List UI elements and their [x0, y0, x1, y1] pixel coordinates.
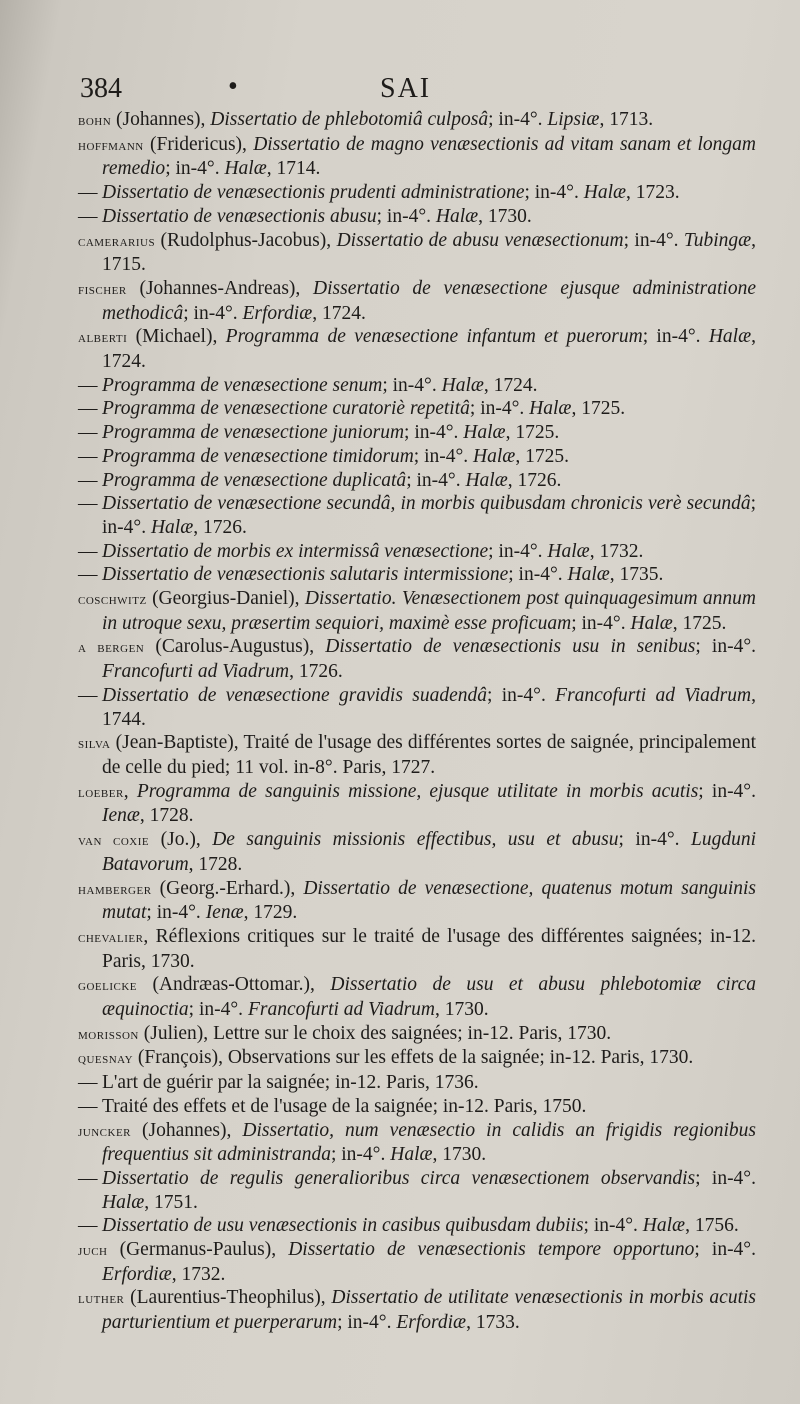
entry-title: Dissertatio. Venæsectionem post quinquagesimum annum in utroque sexu, præsertim sequiori, maximè esse proficuam [102, 588, 756, 634]
entry-imprint: ; in-4°. [695, 1167, 756, 1189]
entry-year: , 1730. [478, 205, 532, 227]
bibliography-entry [78, 1238, 756, 1286]
entry-year: , 1725. [672, 612, 727, 634]
entry-author: juch [78, 1242, 108, 1260]
entry-title: Programma de sanguinis missione, ejusque utilitate in morbis acutis [136, 780, 699, 802]
entry-author-extra: (Johannes-Andreas), [126, 277, 314, 299]
entry-author-extra: (François), [133, 1047, 228, 1069]
entry-author: hoffmann [78, 136, 144, 154]
entry-imprint: ; in-4°. [623, 229, 684, 251]
entry-year: , 1732. [589, 540, 644, 562]
entry-place: Ienæ [205, 902, 244, 924]
entry-place: Halæ [583, 182, 626, 204]
entry-author: van coxie [78, 832, 150, 850]
entry-title: Dissertatio de phlebotomiâ culposâ [210, 109, 489, 130]
entry-author-extra: (Carolus-Augustus), [144, 636, 326, 658]
bibliography-entry [78, 828, 756, 876]
entry-place: Halæ [463, 422, 506, 444]
bibliography-entry [78, 780, 756, 828]
bibliography-entry [78, 973, 756, 1021]
entry-text: Lettre sur le choix des saignées; in-12. Paris, 1730. [213, 1022, 612, 1044]
entry-imprint: ; in-4°. [695, 636, 756, 658]
entry-author-extra: (Andræas-Ottomar.), [137, 974, 331, 996]
bibliography-entry [78, 1167, 756, 1214]
bibliography-entry [78, 587, 756, 635]
entry-imprint: ; in-4°. [469, 398, 530, 420]
entry-title: Dissertatio de venæsectionis abusu [102, 205, 377, 227]
entry-year: , 1713. [599, 109, 654, 130]
entry-dash: — [78, 540, 98, 562]
bibliography-entry [78, 731, 756, 779]
entry-author: bohn [78, 112, 112, 129]
entry-dash: — [78, 493, 98, 515]
bibliography-entry [78, 374, 756, 398]
entry-year: , 1730. [435, 999, 489, 1021]
entry-text: Traité des effets et de l'usage de la saignée; in-12. Paris, 1750. [102, 1095, 587, 1117]
entry-author: camerarius [78, 232, 156, 250]
entry-dash: — [78, 182, 98, 204]
entry-title: Programma de venæsectione juniorum [102, 422, 405, 444]
entry-place: Halæ [529, 398, 572, 420]
entry-imprint: ; in-4°. [413, 445, 474, 467]
entry-text: Observations sur les effets de la saignée; in-12. Paris, 1730. [227, 1047, 694, 1069]
entry-text: Traité de l'usage des différentes sortes de saignée, principalement de celle du pied; 11 vol. in-8°. Paris, 1727. [102, 732, 757, 778]
entry-title: Dissertatio de venæsectionis tempore opportuno [288, 1239, 695, 1261]
entry-imprint: ; in-4°. [404, 422, 464, 444]
entry-dash: — [78, 684, 98, 706]
entry-author-extra: (Laurentius-Theophilus), [124, 1287, 332, 1309]
entry-dash: — [78, 374, 98, 396]
bibliography-entry [78, 421, 756, 445]
entry-author: luther [78, 1290, 125, 1308]
entry-title: Dissertatio de usu venæsectionis in casibus quibusdam dubiis [102, 1215, 584, 1237]
entry-author: quesnay [78, 1050, 134, 1068]
entry-author: coschwitz [78, 591, 147, 609]
entry-title: Programma de venæsectione curatoriè repetitâ [102, 398, 470, 420]
entry-author-extra: , [143, 925, 156, 947]
bibliography-entry [78, 925, 756, 973]
entry-imprint: ; in-4°. [524, 182, 584, 204]
entry-dash: — [78, 445, 98, 467]
entry-imprint: ; in-4°. [583, 1215, 643, 1237]
entry-place: Halæ [642, 1215, 686, 1237]
entry-place: Halæ [708, 326, 752, 348]
entry-title: Dissertatio de abusu venæsectionum [336, 229, 624, 251]
entry-dash: — [78, 205, 98, 227]
entry-place: Halæ [435, 205, 479, 227]
entry-author-extra: , [123, 780, 137, 802]
bibliography-entry [78, 684, 756, 731]
entry-author-extra: (Michael), [127, 326, 226, 348]
entry-dash: — [78, 1095, 98, 1117]
entry-year: , 1714. [266, 158, 321, 180]
entry-author-extra: (Jean-Baptiste), [110, 732, 244, 754]
entry-author: silva [78, 735, 111, 753]
entry-title: Dissertatio de venæsectione, quatenus motum sanguinis mutat [102, 877, 756, 924]
entry-place: Ienæ [102, 805, 140, 827]
entry-year: , 1724. [483, 374, 538, 396]
entry-imprint: ; in-4°. [698, 780, 756, 802]
entry-year: , 1730. [432, 1144, 487, 1166]
entry-title: Dissertatio de venæsectione gravidis suadendâ [102, 684, 487, 706]
bibliography-entry [78, 1095, 756, 1119]
entry-year: , 1728. [139, 805, 194, 827]
bibliography-list [78, 108, 756, 1335]
entry-place: Francofurti ad Viadrum [555, 684, 752, 706]
entry-author: goelicke [78, 977, 137, 995]
bibliography-entry [78, 397, 756, 421]
entry-imprint: ; in-4°. [102, 493, 756, 538]
entry-title: Programma de venæsectione infantum et puerorum [225, 326, 643, 348]
running-title: SAI [380, 73, 432, 104]
bibliography-entry [78, 877, 756, 925]
entry-author-extra: (Johannes), [111, 109, 211, 130]
entry-author-extra: (Georg.-Erhard.), [151, 877, 304, 899]
entry-author: loeber [78, 783, 124, 801]
bibliography-entry [78, 1022, 756, 1047]
entry-imprint: ; in-4°. [487, 684, 556, 706]
entry-place: Halæ [630, 612, 673, 634]
entry-place: Halæ [150, 516, 194, 538]
page-header [80, 72, 740, 106]
entry-imprint: ; in-4°. [146, 902, 206, 924]
entry-year: , 1725. [515, 445, 569, 467]
bibliography-entry [78, 229, 756, 277]
entry-title: Dissertatio de regulis generalioribus circa venæsectionem observandis [102, 1167, 696, 1189]
entry-place: Halæ [102, 1191, 145, 1213]
entry-place: Tubingæ [683, 229, 752, 251]
bibliography-entry [78, 540, 756, 564]
entry-year: , 1733. [466, 1312, 520, 1334]
entry-imprint: ; in-4°. [406, 469, 466, 491]
entry-year: , 1729. [243, 902, 298, 924]
bibliography-entry [78, 492, 756, 539]
entry-year: , 1744. [102, 684, 756, 730]
entry-year: , 1735. [609, 564, 664, 586]
entry-author-extra: (Georgius-Daniel), [146, 588, 305, 610]
entry-title: Programma de venæsectione duplicatâ [102, 469, 407, 491]
entry-imprint: ; in-4°. [694, 1239, 756, 1261]
bibliography-entry [78, 1119, 756, 1167]
entry-text: Réflexions critiques sur le traité de l'usage des différentes saignées; in-12. Paris, 1730. [102, 925, 756, 972]
entry-author: juncker [78, 1122, 132, 1140]
entry-place: Erfordiæ [102, 1263, 172, 1285]
bibliography-entry [78, 1046, 756, 1071]
entry-author-extra: (Johannes), [131, 1119, 243, 1141]
page-number: 384 [80, 73, 122, 104]
entry-author: morisson [78, 1025, 139, 1043]
entry-dash: — [78, 564, 98, 586]
entry-title: Dissertatio de venæsectionis salutaris intermissione [102, 564, 509, 586]
bibliography-entry [78, 445, 756, 469]
entry-place: Erfordiæ [242, 302, 313, 324]
entry-author-extra: (Rudolphus-Jacobus), [155, 229, 337, 251]
entry-title: Dissertatio de morbis ex intermissâ venæsectione [102, 540, 489, 562]
entry-title: Programma de venæsectione timidorum [102, 445, 414, 467]
entry-dash: — [78, 1215, 98, 1237]
entry-place: Francofurti ad Viadrum [247, 999, 435, 1021]
entry-imprint: ; in-4°. [188, 999, 248, 1021]
entry-place: Halæ [390, 1144, 433, 1166]
entry-year: , 1724. [102, 326, 756, 373]
entry-place: Halæ [465, 469, 508, 491]
entry-year: , 1756. [685, 1215, 739, 1237]
entry-place: Lipsiæ [547, 109, 600, 130]
entry-place: Lugduni Batavorum [102, 829, 757, 875]
entry-imprint: ; in-4°. [337, 1312, 397, 1334]
entry-author: hamberger [78, 880, 152, 898]
entry-imprint: ; in-4°. [376, 205, 436, 227]
bibliography-entry [78, 1214, 756, 1238]
entry-imprint: ; in-4°. [488, 540, 548, 562]
entry-dash: — [78, 398, 98, 420]
bibliography-entry [78, 563, 756, 587]
entry-imprint: ; in-4°. [618, 829, 691, 851]
entry-place: Halæ [473, 445, 516, 467]
entry-year: , 1732. [171, 1263, 226, 1285]
entry-dash: — [78, 469, 98, 491]
entry-dash: — [78, 422, 98, 444]
entry-author: a bergen [78, 639, 145, 657]
entry-title: Dissertatio, num venæsectio in calidis an frigidis regionibus frequentius sit administranda [102, 1119, 756, 1166]
entry-year: , 1726. [289, 661, 343, 683]
entry-author-extra: (Fridericus), [143, 133, 254, 155]
bibliography-entry [78, 205, 756, 229]
bibliography-entry [78, 277, 756, 325]
bibliography-entry [78, 325, 756, 373]
entry-year: , 1726. [193, 516, 247, 538]
entry-place: Francofurti ad Viadrum [102, 661, 290, 683]
entry-imprint: ; in-4°. [165, 158, 225, 180]
entry-imprint: ; in-4°. [571, 612, 631, 634]
entry-year: , 1751. [144, 1191, 198, 1213]
entry-author: chevalier [78, 928, 144, 946]
entry-author-extra: (Jo.), [149, 829, 213, 851]
bibliography-entry [78, 181, 756, 205]
entry-author: alberti [78, 329, 128, 347]
entry-year: , 1728. [188, 853, 243, 875]
entry-year: , 1723. [626, 182, 680, 204]
header-separator: • [228, 71, 238, 102]
entry-year: , 1715. [102, 229, 756, 276]
entry-place: Halæ [441, 374, 484, 396]
entry-text: L'art de guérir par la saignée; in-12. Paris, 1736. [102, 1072, 479, 1094]
bibliography-entry [78, 1286, 756, 1334]
entry-year: , 1725. [571, 398, 626, 420]
entry-title: De sanguinis missionis effectibus, usu et abusu [212, 829, 619, 851]
entry-year: , 1725. [505, 422, 560, 444]
entry-imprint: ; in-4°. [642, 326, 709, 348]
entry-place: Halæ [224, 158, 267, 180]
entry-imprint: ; in-4°. [382, 374, 442, 396]
entry-title: Dissertatio de magno venæsectionis ad vitam sanam et longam remedio [102, 133, 756, 180]
entry-title: Dissertatio de usu et abusu phlebotomiæ circa æquinoctia [102, 974, 757, 1021]
entry-place: Halæ [547, 540, 590, 562]
entry-place: Erfordiæ [396, 1312, 467, 1334]
bibliography-entry [78, 133, 756, 181]
entry-title: Dissertatio de venæsectione secundâ, in morbis quibusdam chronicis verè secundâ [102, 493, 751, 515]
bibliography-entry [78, 635, 756, 683]
entry-year: , 1724. [312, 302, 366, 324]
entry-imprint: ; in-4°. [488, 109, 548, 130]
entry-author: fischer [78, 280, 127, 298]
entry-title: Dissertatio de venæsectionis usu in senibus [325, 636, 696, 658]
entry-title: Programma de venæsectione senum [102, 374, 383, 396]
entry-imprint: ; in-4°. [508, 564, 568, 586]
entry-author-extra: (Julien), [138, 1022, 214, 1044]
entry-title: Dissertatio de venæsectionis prudenti administratione [102, 182, 525, 204]
entry-imprint: ; in-4°. [330, 1144, 391, 1166]
bibliography-entry [78, 108, 756, 133]
entry-place: Halæ [567, 564, 610, 586]
entry-year: , 1726. [507, 469, 562, 491]
entry-dash: — [78, 1167, 98, 1189]
entry-title: Dissertatio de utilitate venæsectionis in morbis acutis parturientium et puerperarum [102, 1287, 756, 1334]
entry-dash: — [78, 1072, 98, 1094]
bibliography-entry [78, 469, 756, 493]
bibliography-entry [78, 1071, 756, 1095]
entry-title: Dissertatio de venæsectione ejusque administratione methodicâ [102, 277, 756, 324]
entry-author-extra: (Germanus-Paulus), [107, 1239, 289, 1261]
entry-imprint: ; in-4°. [183, 302, 243, 324]
